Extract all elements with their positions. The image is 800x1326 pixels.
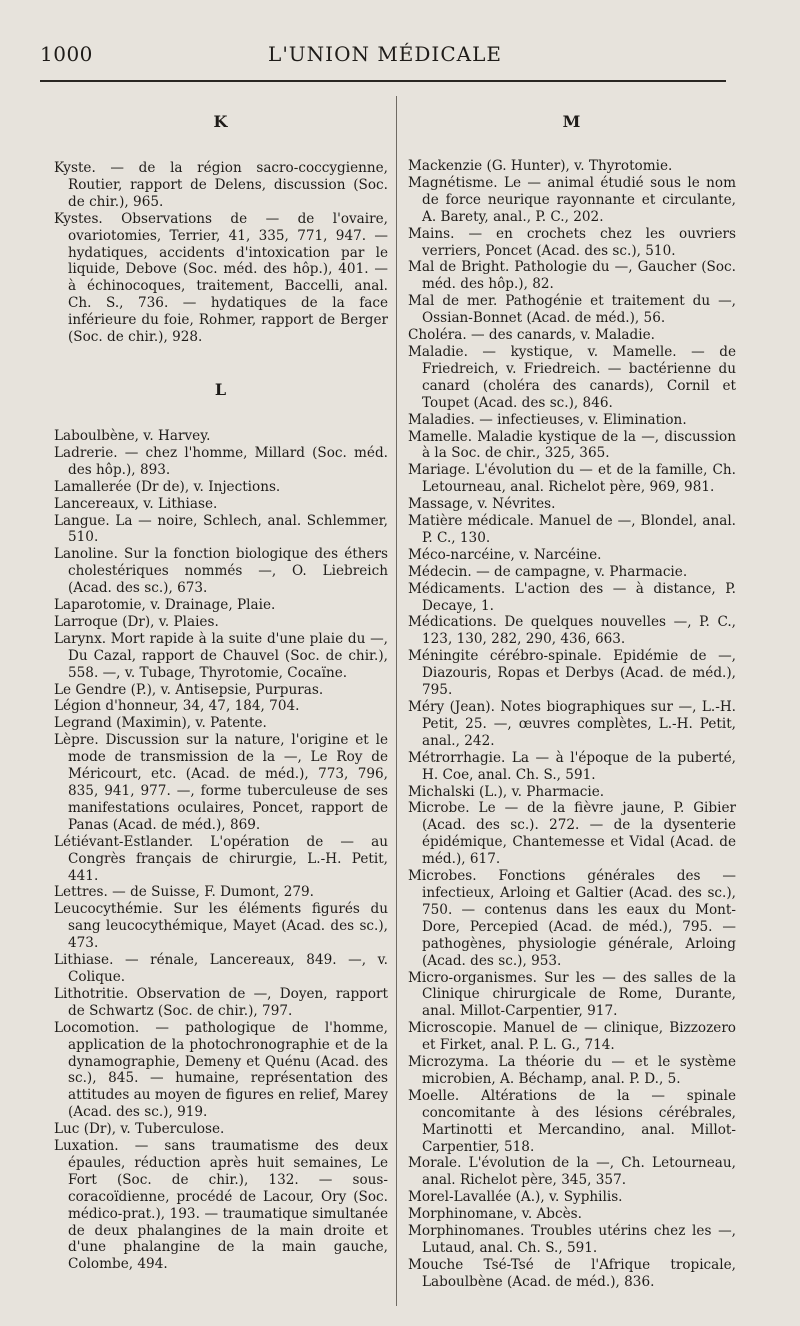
index-entry: Morphinomane, v. Abcès. (408, 1206, 582, 1223)
index-entry: Micro-organismes. Sur les — des salles de la Clinique chirurgicale de Rome, Durante, anal. Millot-Carpentier, 917. (408, 969, 736, 1020)
index-entry: Choléra. — des canards, v. Maladie. (408, 327, 655, 344)
index-entry: Le Gendre (P.), v. Antisepsie, Purpuras. (54, 681, 324, 698)
running-title: L'UNION MÉDICALE (268, 42, 502, 66)
index-entry: Morphinomanes. Troubles utérins chez les —, Lutaud, anal. Ch. S., 591. (408, 1223, 736, 1256)
index-entry: Leucocythémie. Sur les éléments figurés du sang leucocythémique, Mayet (Acad. des sc.), 473. (54, 901, 388, 952)
index-entry: Lancereaux, v. Lithiase. (54, 495, 218, 512)
index-entry: Lanoline. Sur la fonction biologique des éthers cholestériques nommés —, O. Liebreich (Acad. des sc.), 673. (54, 546, 388, 597)
index-entry: Mariage. L'évolution du — et de la famille, Ch. Letourneau, anal. Richelot père, 969, 981. (408, 462, 736, 496)
index-entry: Légion d'honneur, 34, 47, 184, 704. (54, 698, 300, 715)
index-entry: Médicaments. L'action des — à distance, P. Decaye, 1. (408, 580, 736, 614)
index-entry: Lèpre. Discussion sur la nature, l'origine et le mode de transmission de la —, Le Roy de Méricourt, etc. (Acad. de méd.), 773, 796, 835, 941, 977. —, forme tuberculeuse de ses manifestations oculaires, Poncet, rapport de Panas (Acad. de méd.), 869. (54, 732, 388, 833)
page-header (40, 36, 730, 76)
index-entry: Morel-Lavallée (A.), v. Syphilis. (408, 1189, 623, 1206)
index-entry: Létiévant-Estlander. L'opération de — au Congrès français de chirurgie, L.-H. Petit, 441. (54, 833, 388, 884)
index-entry: Moelle. Altérations de la — spinale concomitante à des lésions cérébrales, Martinotti et Mercandino, anal. Millot-Carpentier, 518. (408, 1087, 736, 1155)
index-entry: Luxation. — sans traumatisme des deux épaules, réduction après huit semaines, Le Fort (Soc. de chir.), 132. — sous-coracoïdienne, procédé de Lacour, Ory (Soc. médico-prat.), 193. — traumatique simultanée de deux phalangines de la main droite et d'une phalangine de la main gauche, Colombe, 494. (54, 1138, 388, 1273)
index-entry: Microzyma. La théorie du — et le système microbien, A. Béchamp, anal. P. D., 5. (408, 1054, 736, 1087)
index-entry: Mouche Tsé-Tsé de l'Afrique tropicale, Laboulbène (Acad. de méd.), 836. (408, 1256, 736, 1290)
index-entry: Médications. De quelques nouvelles —, P. C., 123, 130, 282, 290, 436, 663. (408, 614, 736, 648)
index-entry: Ladrerie. — chez l'homme, Millard (Soc. méd. des hôp.), 893. (54, 444, 388, 478)
index-entry: Michalski (L.), v. Pharmacie. (408, 783, 605, 800)
section-letter-k: K (213, 112, 229, 131)
index-entry: Maladie. — kystique, v. Mamelle. — de Friedreich, v. Friedreich. — bactérienne du canard (choléra des canards), Cornil et Toupet (Acad. des sc.), 846. (408, 343, 736, 411)
index-entry: Méry (Jean). Notes biographiques sur —, L.-H. Petit, 25. —, œuvres complètes, L.-H. Petit, anal., 242. (408, 699, 736, 749)
index-entry: Luc (Dr), v. Tuberculose. (54, 1121, 225, 1138)
header-rule (40, 80, 726, 82)
index-entry: Langue. La — noire, Schlech, anal. Schlemmer, 510. (54, 512, 388, 546)
index-entry: Mains. — en crochets chez les ouvriers verriers, Poncet (Acad. des sc.), 510. (408, 225, 736, 259)
index-entry: Larynx. Mort rapide à la suite d'une plaie du —, Du Cazal, rapport de Chauvel (Soc. de chir.), 558. —, v. Tubage, Thyrotomie, Cocaïne. (54, 630, 388, 681)
index-entry: Laboulbène, v. Harvey. (54, 427, 211, 444)
left-column (54, 100, 388, 1273)
section-k-entries (54, 160, 388, 346)
index-entry: Laparotomie, v. Drainage, Plaie. (54, 597, 276, 614)
index-entry: Mamelle. Maladie kystique de la —, discussion à la Soc. de chir., 325, 365. (408, 428, 736, 462)
index-entry: Matière médicale. Manuel de —, Blondel, anal. P. C., 130. (408, 513, 736, 546)
section-m-entries (408, 158, 736, 1291)
column-divider (396, 96, 397, 1306)
index-entry: Microbes. Fonctions générales des — infectieux, Arloing et Galtier (Acad. des sc.), 750. — contenus dans les eaux du Mont-Dore, Percepied (Acad. de méd.), 795. — pathogènes, physiologie générale, Arloing (Acad. des sc.), 953. (408, 868, 736, 969)
index-entry: Larroque (Dr), v. Plaies. (54, 613, 219, 630)
index-entry: Méningite cérébro-spinale. Epidémie de —, Diazouris, Ropas et Derbys (Acad. de méd.), 795. (408, 648, 736, 699)
index-entry: Kyste. — de la région sacro-coccygienne, Routier, rapport de Delens, discussion (Soc. de chir.), 965. (54, 160, 388, 210)
section-l-entries (54, 428, 388, 1273)
right-column (408, 100, 736, 1291)
index-entry: Lithiase. — rénale, Lancereaux, 849. —, v. Colique. (54, 952, 388, 985)
index-entry: Kystes. Observations de — de l'ovaire, ovariotomies, Terrier, 41, 335, 771, 947. — hydatiques, accidents d'intoxication par le liquide, Debove (Soc. méd. des hôp.), 401. — à échinocoques, traitement, Baccelli, anal. Ch. S., 736. — hydatiques de la face inférieure du foie, Rohmer, rapport de Berger (Soc. de chir.), 928. (54, 210, 388, 346)
section-letter-l: L (214, 379, 228, 399)
index-entry: Médecin. — de campagne, v. Pharmacie. (408, 563, 688, 580)
index-entry: Lettres. — de Suisse, F. Dumont, 279. (54, 884, 315, 901)
index-entry: Massage, v. Névrites. (408, 496, 556, 513)
index-entry: Mal de Bright. Pathologie du —, Gaucher (Soc. méd. des hôp.), 82. (408, 259, 736, 293)
index-entry: Mackenzie (G. Hunter), v. Thyrotomie. (408, 158, 673, 174)
index-entry: Maladies. — infectieuses, v. Elimination. (408, 411, 687, 428)
index-entry: Méco-narcéine, v. Narcéine. (408, 546, 602, 563)
index-entry: Locomotion. — pathologique de l'homme, application de la photochronographie et de la dynamographie, Demeny et Quénu (Acad. des sc.), 845. — humaine, représentation des attitudes au moyen de figures en relief, Marey (Acad. des sc.), 919. (54, 1019, 388, 1121)
index-entry: Mal de mer. Pathogénie et traitement du —, Ossian-Bonnet (Acad. de méd.), 56. (408, 293, 736, 327)
index-entry: Legrand (Maximin), v. Patente. (54, 715, 267, 732)
section-letter-m: M (562, 112, 582, 131)
index-entry: Magnétisme. Le — animal étudié sous le nom de force neurique rayonnante et circulante, A. Barety, anal., P. C., 202. (408, 174, 736, 225)
index-entry: Microscopie. Manuel de — clinique, Bizzozero et Firket, anal. P. L. G., 714. (408, 1020, 736, 1054)
page-number: 1000 (40, 42, 93, 66)
index-entry: Lamallerée (Dr de), v. Injections. (54, 478, 281, 495)
index-entry: Morale. L'évolution de la —, Ch. Letourneau, anal. Richelot père, 345, 357. (408, 1155, 736, 1189)
index-entry: Lithotritie. Observation de —, Doyen, rapport de Schwartz (Soc. de chir.), 797. (54, 985, 388, 1019)
index-entry: Microbe. Le — de la fièvre jaune, P. Gibier (Acad. des sc.). 272. — de la dysenterie épidémique, Chantemesse et Vidal (Acad. de méd.), 617. (408, 800, 736, 868)
index-entry: Métrorrhagie. La — à l'époque de la puberté, H. Coe, anal. Ch. S., 591. (408, 749, 736, 783)
